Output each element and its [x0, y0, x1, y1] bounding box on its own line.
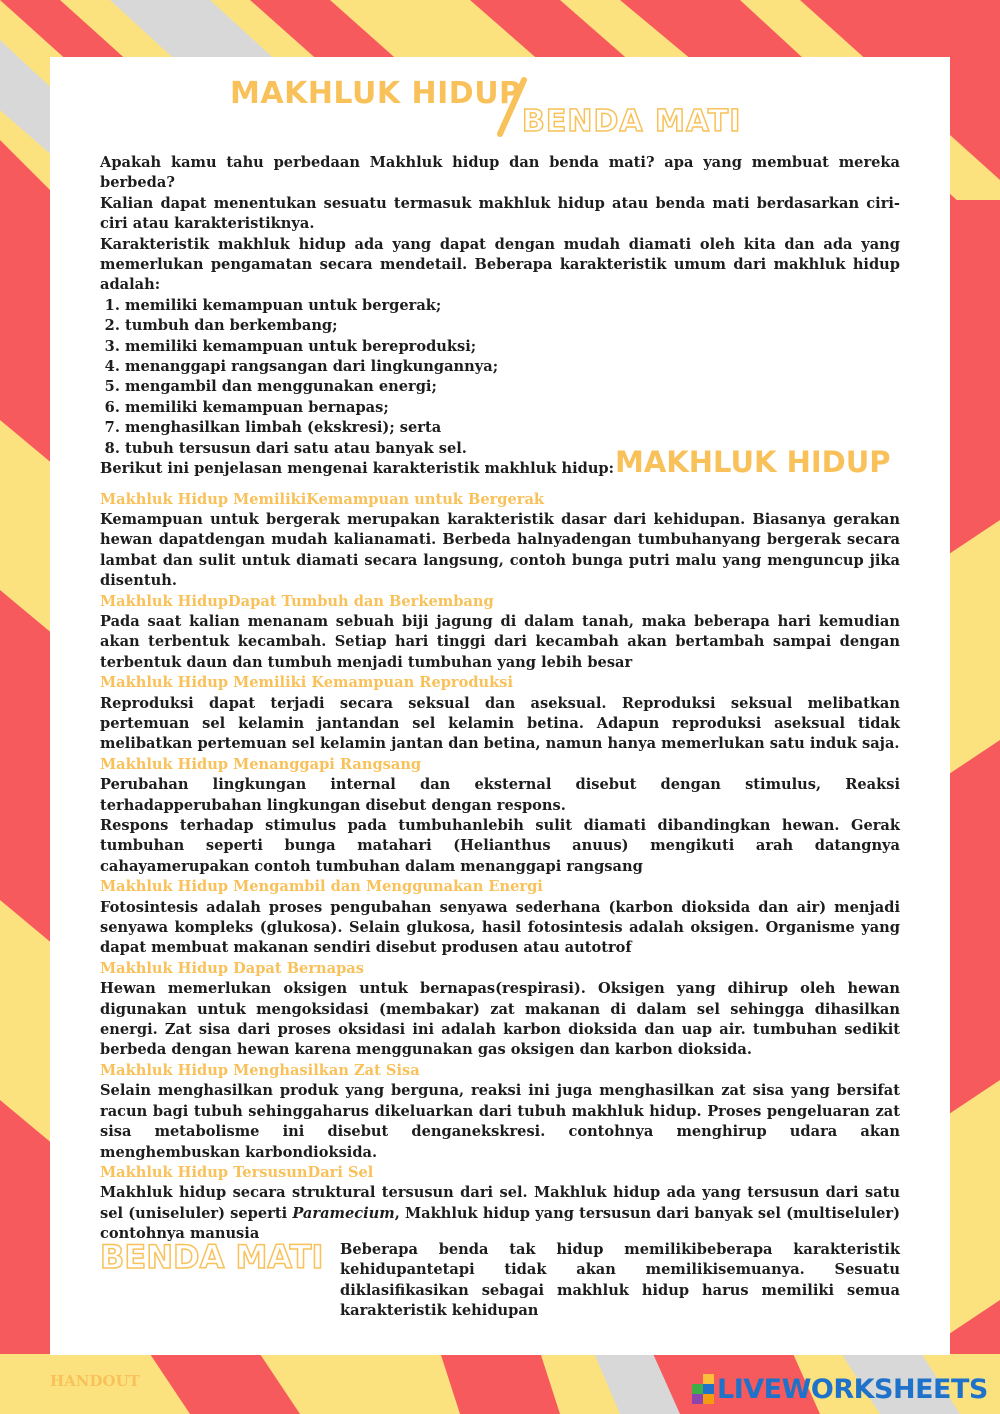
- list-item: 1. memiliki kemampuan untuk bergerak;: [125, 296, 900, 316]
- section-heading: Makhluk Hidup Dapat Bernapas: [100, 959, 364, 977]
- handout-content: [100, 153, 900, 1245]
- liveworksheets-brand[interactable]: [692, 1372, 988, 1406]
- brand-text: LIVEWORKSHEETS: [717, 1373, 988, 1405]
- section-text: Makhluk hidup secara struktural tersusun dari sel. Makhluk hidup ada yang tersusun dari satu sel (uniseluler) seperti Paramecium, Makhluk hidup yang tersusun dari banyak sel (multiseluler) contohnya manusia: [100, 1184, 900, 1243]
- intro-characteristics: Karakteristik makhluk hidup ada yang dapat dengan mudah diamati oleh kita dan ada yang memerlukan pengamatan secara mendetail. Beberapa karakteristik umum dari makhluk hidup adalah:: [100, 235, 900, 294]
- page-title: [230, 76, 790, 146]
- section-text: Respons terhadap stimulus pada tumbuhanlebih sulit diamati dibandingkan hewan. Gerak tumbuhan seperti bunga matahari (Helianthus anuus) mengikuti arah datangnya cahayamerupakan contoh tumbuhan dalam menanggapi rangsang: [100, 817, 900, 875]
- section-heading: Makhluk Hidup Menghasilkan Zat Sisa: [100, 1061, 420, 1079]
- list-item: 8. tubuh tersusun dari satu atau banyak sel.: [125, 439, 900, 459]
- section-heading: Makhluk Hidup Memiliki Kemampuan Reproduksi: [100, 674, 514, 692]
- intro-explanation: Kalian dapat menentukan sesuatu termasuk makhluk hidup atau benda mati berdasarkan ciri-ciri atau karakteristiknya.: [100, 194, 900, 233]
- section-text: Fotosintesis adalah proses pengubahan senyawa sederhana (karbon dioksida dan air) menjadi senyawa kompleks (glukosa). Selain glukosa, hasil fotosintesis adalah oksigen. Organisme yang dapat membuat makanan sendiri disebut produsen atau autotrof: [100, 898, 900, 957]
- benda-mati-badge: BENDA MATI: [100, 1238, 324, 1276]
- list-item: 6. memiliki kemampuan bernapas;: [125, 398, 900, 418]
- section-heading: Makhluk Hidup Mengambil dan Menggunakan Energi: [100, 878, 543, 896]
- title-makhluk-hidup: MAKHLUK HIDUP: [230, 76, 522, 111]
- title-benda-mati: BENDA MATI: [522, 104, 742, 139]
- section-text: Reproduksi dapat terjadi secara seksual dan aseksual. Reproduksi seksual melibatkan pertemuan sel kelamin jantandan sel kelamin betina. Adapun reproduksi aseksual tidak melibatkan pertemuan sel kelamin jantan dan betina, namun hanya memerlukan satu induk saja.: [100, 694, 900, 753]
- benda-mati-text: Beberapa benda tak hidup memilikibeberapa karakteristik kehidupantetapi tidak akan memilikisemuanya. Sesuatu diklasifikasikan sebagai makhluk hidup harus memiliki semua karakteristik kehidupan: [340, 1241, 900, 1320]
- section-heading: Makhluk Hidup TersusunDari Sel: [100, 1163, 374, 1181]
- list-item: 5. mengambil dan menggunakan energi;: [125, 377, 900, 397]
- section-text: Kemampuan untuk bergerak merupakan karakteristik dasar dari kehidupan. Biasanya gerakan hewan dapatdengan mudah kalianamati. Berbeda halnyadengan tumbuhanyang bergerak secara lambat dan sulit untuk diamati secara langsung, contoh bunga putri malu yang menguncup jika disentuh.: [100, 510, 900, 590]
- list-item: 7. menghasilkan limbah (ekskresi); serta: [125, 418, 900, 438]
- section-heading: Makhluk HidupDapat Tumbuh dan Berkembang: [100, 592, 494, 610]
- section-heading: Makhluk Hidup MemilikiKemampuan untuk Bergerak: [100, 490, 545, 508]
- after-list-text: Berikut ini penjelasan mengenai karakteristik makhluk hidup:: [100, 460, 615, 478]
- characteristics-list: [100, 296, 900, 459]
- section-text: Perubahan lingkungan internal dan eksternal disebut dengan stimulus, Reaksi terhadapperubahan lingkungan disebut dengan respons.: [100, 776, 900, 814]
- section-text: Selain menghasilkan produk yang berguna, reaksi ini juga menghasilkan zat sisa yang bersifat racun bagi tubuh sehinggaharus dikeluarkan dari tubuh makhluk hidup. Proses pengeluaran zat sisa metabolisme ini disebut denganekskresi. contohnya menghirup udara akan menghembuskan karbondioksida.: [100, 1082, 900, 1161]
- liveworksheets-logo-icon: [692, 1374, 714, 1404]
- section-text: Pada saat kalian menanam sebuah biji jagung di dalam tanah, maka beberapa hari kemudian akan terbentuk kecambah. Setiap hari tinggi dari kecambah akan bertambah sampai dengan terbentuk daun dan tumbuh menjadi tumbuhan yang lebih besar: [100, 612, 900, 671]
- list-item: 4. menanggapi rangsangan dari lingkungannya;: [125, 357, 900, 377]
- makhluk-hidup-badge: MAKHLUK HIDUP: [615, 445, 891, 479]
- intro-question: Apakah kamu tahu perbedaan Makhluk hidup dan benda mati? apa yang membuat mereka berbeda?: [100, 154, 900, 192]
- list-item: 3. memiliki kemampuan untuk bereproduksi;: [125, 337, 900, 357]
- section-heading: Makhluk Hidup Menanggapi Rangsang: [100, 755, 422, 773]
- section-text: Hewan memerlukan oksigen untuk bernapas(respirasi). Oksigen yang dihirup oleh hewan digunakan untuk mengoksidasi (membakar) zat makanan di dalam sel sehingga dihasilkan energi. Zat sisa dari proses oksidasi ini adalah karbon dioksida dan uap air. tumbuhan sedikit berbeda dengan hewan karena menggunakan gas oksigen dan karbon dioksida.: [100, 980, 900, 1059]
- list-item: 2. tumbuh dan berkembang;: [125, 316, 900, 336]
- handout-label: HANDOUT: [50, 1372, 140, 1390]
